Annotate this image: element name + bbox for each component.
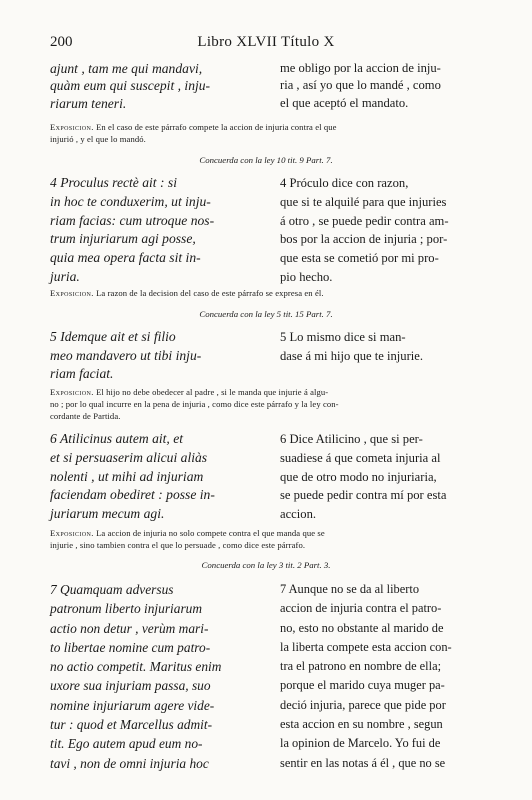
exposicion-text: El hijo no debe obedecer al padre , si le manda que injurie á algu- no ; por lo qual incurre en la pena de injuria , como dice este párrafo y la ley con- cordante de Partida.	[50, 387, 339, 421]
section-5-spanish: 7 Aunque no se da al liberto accion de injuria contra el patro- no, esto no obstante al marido de la liberta compete esta accion con- tra el patrono en nombre de ella; porque el marido cuya muger pa- deció injuria, parece que pide por esta accion en su nombre , segun la opinion de Marcelo. Yo fui de sentir en las notas á él , que no se	[280, 582, 452, 770]
exposicion-text: La accion de injuria no solo compete contra el que manda que se injurie , sino tambien contra el que lo persuade , como dice este párrafo.	[50, 528, 325, 550]
exposicion-text: En el caso de este párrafo compete la accion de injuria contra el que injurió , y el que lo mandó.	[50, 122, 337, 144]
section-2-exposicion	[50, 287, 482, 299]
section-3-concuerda: Concuerda con la ley 5 tit. 15 Part. 7.	[199, 309, 333, 319]
exposicion-text: La razon de la decision del caso de este párrafo se expresa en él.	[96, 288, 324, 298]
section-2-latin: 4 Proculus rectè ait : si in hoc te conduxerim, ut inju- riam facias: cum utroque nos- trum injuriarum agi posse, quia mea opera facta sit in- juria.	[50, 175, 215, 284]
exposicion-label: Exposicion.	[50, 528, 94, 538]
section-3-exposicion	[50, 386, 482, 422]
exposicion-label: Exposicion.	[50, 122, 94, 132]
section-2-spanish: 4 Próculo dice con razon, que si te alquilé para que injuries á otro , se puede pedir contra am- bos por la accion de injuria ; por- que esta se cometió por mi pro- pio hecho.	[280, 176, 449, 284]
section-1-columns	[50, 60, 482, 112]
section-2-columns	[50, 174, 482, 287]
section-3-latin: 5 Idemque ait et si filio meo mandavero ut tibi inju- riam faciat.	[50, 329, 202, 381]
exposicion-label: Exposicion.	[50, 387, 94, 397]
section-2-concuerda: Concuerda con la ley 10 tit. 9 Part. 7.	[199, 155, 333, 165]
section-1-exposicion	[50, 121, 482, 145]
section-3-columns	[50, 328, 482, 384]
section-5-columns	[50, 580, 482, 773]
section-5-concuerda: Concuerda con la ley 3 tit. 2 Part. 3.	[201, 560, 331, 570]
running-header	[50, 34, 482, 54]
section-4-exposicion	[50, 527, 482, 551]
page-number: 200	[50, 34, 73, 50]
section-1-latin: ajunt , tam me qui mandavi, quàm eum qui suscepit , inju- riarum teneri.	[50, 61, 211, 111]
section-1-spanish: me obligo por la accion de inju- ria , así yo que lo mandé , como el que aceptó el mandato.	[280, 61, 441, 110]
section-3-spanish: 5 Lo mismo dice si man- dase á mi hijo que te injurie.	[280, 330, 424, 363]
page-title: Libro XLVII Título X	[197, 34, 335, 50]
section-5-latin: 7 Quamquam adversus patronum liberto injuriarum actio non detur , verùm mari- to libertae nomine cum patro- no actio competit. Maritus enim uxore sua injuriam passa, suo nomine injuriarum agere vide- tur : quod et Marcellus admit- tit. Ego autem apud eum no- tavi , non de omni injuria hoc	[50, 582, 222, 771]
section-4-spanish: 6 Dice Atilicino , que si per- suadiese á que cometa injuria al que de otro modo no injuriaria, se puede pedir contra mí por esta accion.	[280, 432, 447, 522]
section-4-latin: 6 Atilicinus autem ait, et et si persuaserim alicui aliàs nolenti , ut mihi ad injuriam faciendam obediret : posse in- juriarum mecum agi.	[50, 431, 215, 522]
exposicion-label: Exposicion.	[50, 288, 94, 298]
section-4-columns	[50, 430, 482, 524]
